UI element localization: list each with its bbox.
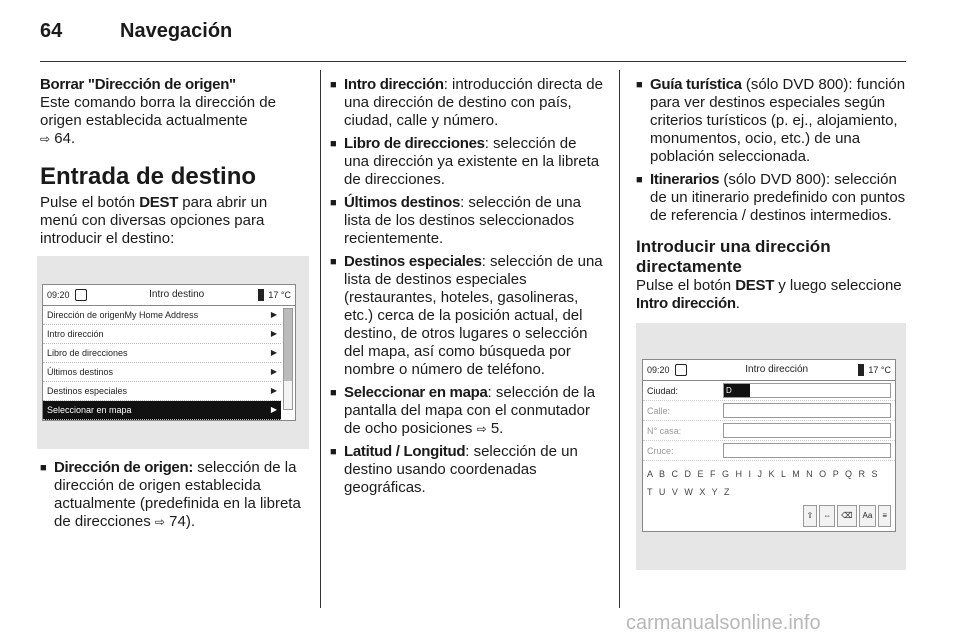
field-label: Cruce:: [647, 445, 674, 456]
list-icon: ≡: [878, 505, 891, 527]
text: y luego seleccione: [774, 277, 902, 294]
item-term: Intro dirección: [344, 76, 444, 93]
screen-temp: 17 °C: [268, 290, 291, 300]
item-text: : selección de una dirección ya existente en la libreta de direcciones.: [344, 135, 600, 188]
page-ref: 64.: [54, 130, 76, 147]
text: Pulse el botón: [636, 277, 736, 294]
column-3: [636, 76, 906, 570]
bullet-icon: ■: [330, 387, 337, 399]
page-ref: 74).: [169, 513, 195, 530]
paragraph-entrada: [40, 194, 302, 248]
bullet-icon: ■: [330, 79, 337, 91]
item-term: Latitud / Longitud: [344, 443, 466, 460]
screen-titlebar: [43, 285, 295, 306]
shift-icon: ⇧: [803, 505, 818, 527]
chevron-right-icon: ▶: [270, 405, 277, 414]
section-title-introducir: Introducir una dirección directamente: [636, 237, 831, 276]
menu-item-label: Últimos destinos: [47, 367, 114, 377]
bullet-icon: ■: [330, 138, 337, 150]
menu-item: [43, 325, 281, 344]
screenshot-intro-destino: [37, 256, 309, 449]
form-row-ciudad: [643, 381, 895, 401]
clock-icon: [675, 364, 687, 376]
thermometer-icon: [858, 364, 864, 376]
form-row-cruce: [643, 441, 895, 461]
item-text: : selección de un destino usando coordenadas geográficas.: [344, 443, 578, 496]
chevron-right-icon: ▶: [270, 348, 277, 357]
item-text: : selección de una lista de los destinos seleccionados recientemente.: [344, 194, 581, 247]
field-value: D: [724, 384, 750, 397]
list-item: [330, 443, 604, 497]
list-item: [636, 76, 906, 166]
list-item: [330, 76, 604, 130]
item-text: : selección de una lista de destinos especiales (restaurantes, hoteles, gasolineras, etc.) cerca de la posición actual, del destino, de otros lugares o selección del mapa, así como búsqueda por nombre o número de teléfono.: [344, 253, 603, 378]
item-term: Destinos especiales: [344, 253, 482, 270]
text: Pulse el botón: [40, 194, 140, 211]
menu-item: [43, 363, 281, 382]
menu-label: Intro dirección: [636, 295, 736, 312]
list-item: [330, 253, 604, 379]
text: para abrir un menú con diversas opciones para introducir el destino:: [40, 194, 268, 247]
paragraph-borrar: [40, 94, 302, 148]
field-label: N° casa:: [647, 425, 682, 436]
thermometer-icon: [258, 289, 264, 301]
watermark: carmanualsonline.info: [626, 612, 821, 634]
screen-title: Intro dirección: [745, 364, 809, 375]
bullet-icon: ■: [636, 79, 643, 91]
menu-item-label: Destinos especiales: [47, 386, 128, 396]
case-toggle-icon: Aa: [859, 505, 877, 527]
screen-temp: 17 °C: [868, 365, 891, 375]
list-item: [636, 171, 906, 225]
item-text: (sólo DVD 800): función para ver destinos especiales según criterios turísticos (p. ej., alojamiento, monumentos, ocio, etc.) de una población seleccionada.: [650, 76, 906, 165]
key-label: DEST: [139, 194, 179, 211]
list-item: [40, 459, 302, 531]
header-divider: [40, 61, 906, 62]
page-number: 64: [40, 20, 63, 42]
cursor-icon: ⇔: [819, 505, 835, 527]
nav-screen: [42, 284, 296, 421]
list-item: [330, 384, 604, 438]
page-header: [40, 20, 232, 43]
menu-item: [43, 344, 281, 363]
form-row-calle: [643, 401, 895, 421]
field-label: Ciudad:: [647, 385, 679, 396]
menu-item-label: Intro dirección: [47, 329, 104, 339]
screenshot-intro-direccion: [636, 323, 906, 570]
menu-item: [43, 382, 281, 401]
screen-scrollbar: [283, 308, 293, 410]
form-row-numero: [643, 421, 895, 441]
bullet-icon: ■: [330, 256, 337, 268]
column-1: [40, 76, 302, 536]
item-term: Últimos destinos: [344, 194, 461, 211]
chevron-right-icon: ▶: [270, 367, 277, 376]
column-divider-1: [320, 70, 321, 608]
city-field: [723, 383, 891, 398]
page-title: Navegación: [120, 20, 233, 42]
house-number-field: [723, 423, 891, 438]
item-term: Dirección de origen:: [54, 459, 194, 476]
ref-arrow-icon: ⇨: [476, 422, 487, 436]
section-title-entrada: Entrada de destino: [40, 163, 257, 190]
menu-item-selected: [43, 401, 281, 420]
chevron-right-icon: ▶: [270, 310, 277, 319]
chevron-right-icon: ▶: [270, 386, 277, 395]
section-heading-borrar: Borrar "Dirección de origen": [40, 76, 236, 93]
item-term: Libro de direcciones: [344, 135, 485, 152]
bullet-icon: ■: [330, 446, 337, 458]
item-text: : introducción directa de una dirección de destino con país, ciudad, calle y número.: [344, 76, 603, 129]
screen-titlebar: [643, 360, 895, 381]
field-label: Calle:: [647, 405, 671, 416]
paragraph-introducir: [636, 277, 906, 313]
screen-title: Intro destino: [149, 289, 205, 300]
menu-item-label: Seleccionar en mapa: [47, 405, 132, 415]
screen-time: 09:20: [647, 365, 670, 375]
item-text: selección de la dirección de origen establecida actualmente (predefinida en la libreta de direcciones: [54, 459, 301, 530]
list-item: [330, 194, 604, 248]
item-text: : selección de la pantalla del mapa con el conmutador de ocho posiciones: [344, 384, 596, 437]
speller-keys: [643, 503, 895, 531]
text: .: [735, 295, 740, 312]
bullet-icon: ■: [636, 174, 643, 186]
item-term: Seleccionar en mapa: [344, 384, 488, 401]
screen-menu: [43, 306, 295, 420]
screen-time: 09:20: [47, 290, 70, 300]
ref-arrow-icon: ⇨: [40, 132, 51, 146]
key-label: DEST: [735, 277, 775, 294]
ref-arrow-icon: ⇨: [154, 515, 165, 529]
page-ref: 5.: [490, 420, 504, 437]
column-divider-2: [619, 70, 620, 608]
street-field: [723, 403, 891, 418]
menu-item-label: Libro de direcciones: [47, 348, 128, 358]
clock-icon: [75, 289, 87, 301]
bullet-icon: ■: [40, 462, 47, 474]
backspace-icon: ⌫: [837, 505, 856, 527]
crossing-field: [723, 443, 891, 458]
chevron-right-icon: ▶: [270, 329, 277, 338]
column-2: [330, 76, 604, 502]
list-item: [330, 135, 604, 189]
scrollbar-thumb: [284, 309, 292, 381]
paragraph-text: Este comando borra la dirección de origen establecida actualmente: [40, 94, 276, 129]
speller-alphabet: A B C D E F G H I J K L M N O P Q R S T U V W X Y Z: [647, 469, 880, 497]
item-term: Guía turística: [650, 76, 742, 93]
nav-screen: [642, 359, 896, 532]
bullet-icon: ■: [330, 197, 337, 209]
menu-item: [43, 306, 281, 325]
item-text: (sólo DVD 800): selección de un itinerario predefinido con puntos de referencia / destinos intermedios.: [650, 171, 906, 224]
menu-item-label: Dirección de origenMy Home Address: [47, 310, 199, 320]
item-term: Itinerarios: [650, 171, 720, 188]
